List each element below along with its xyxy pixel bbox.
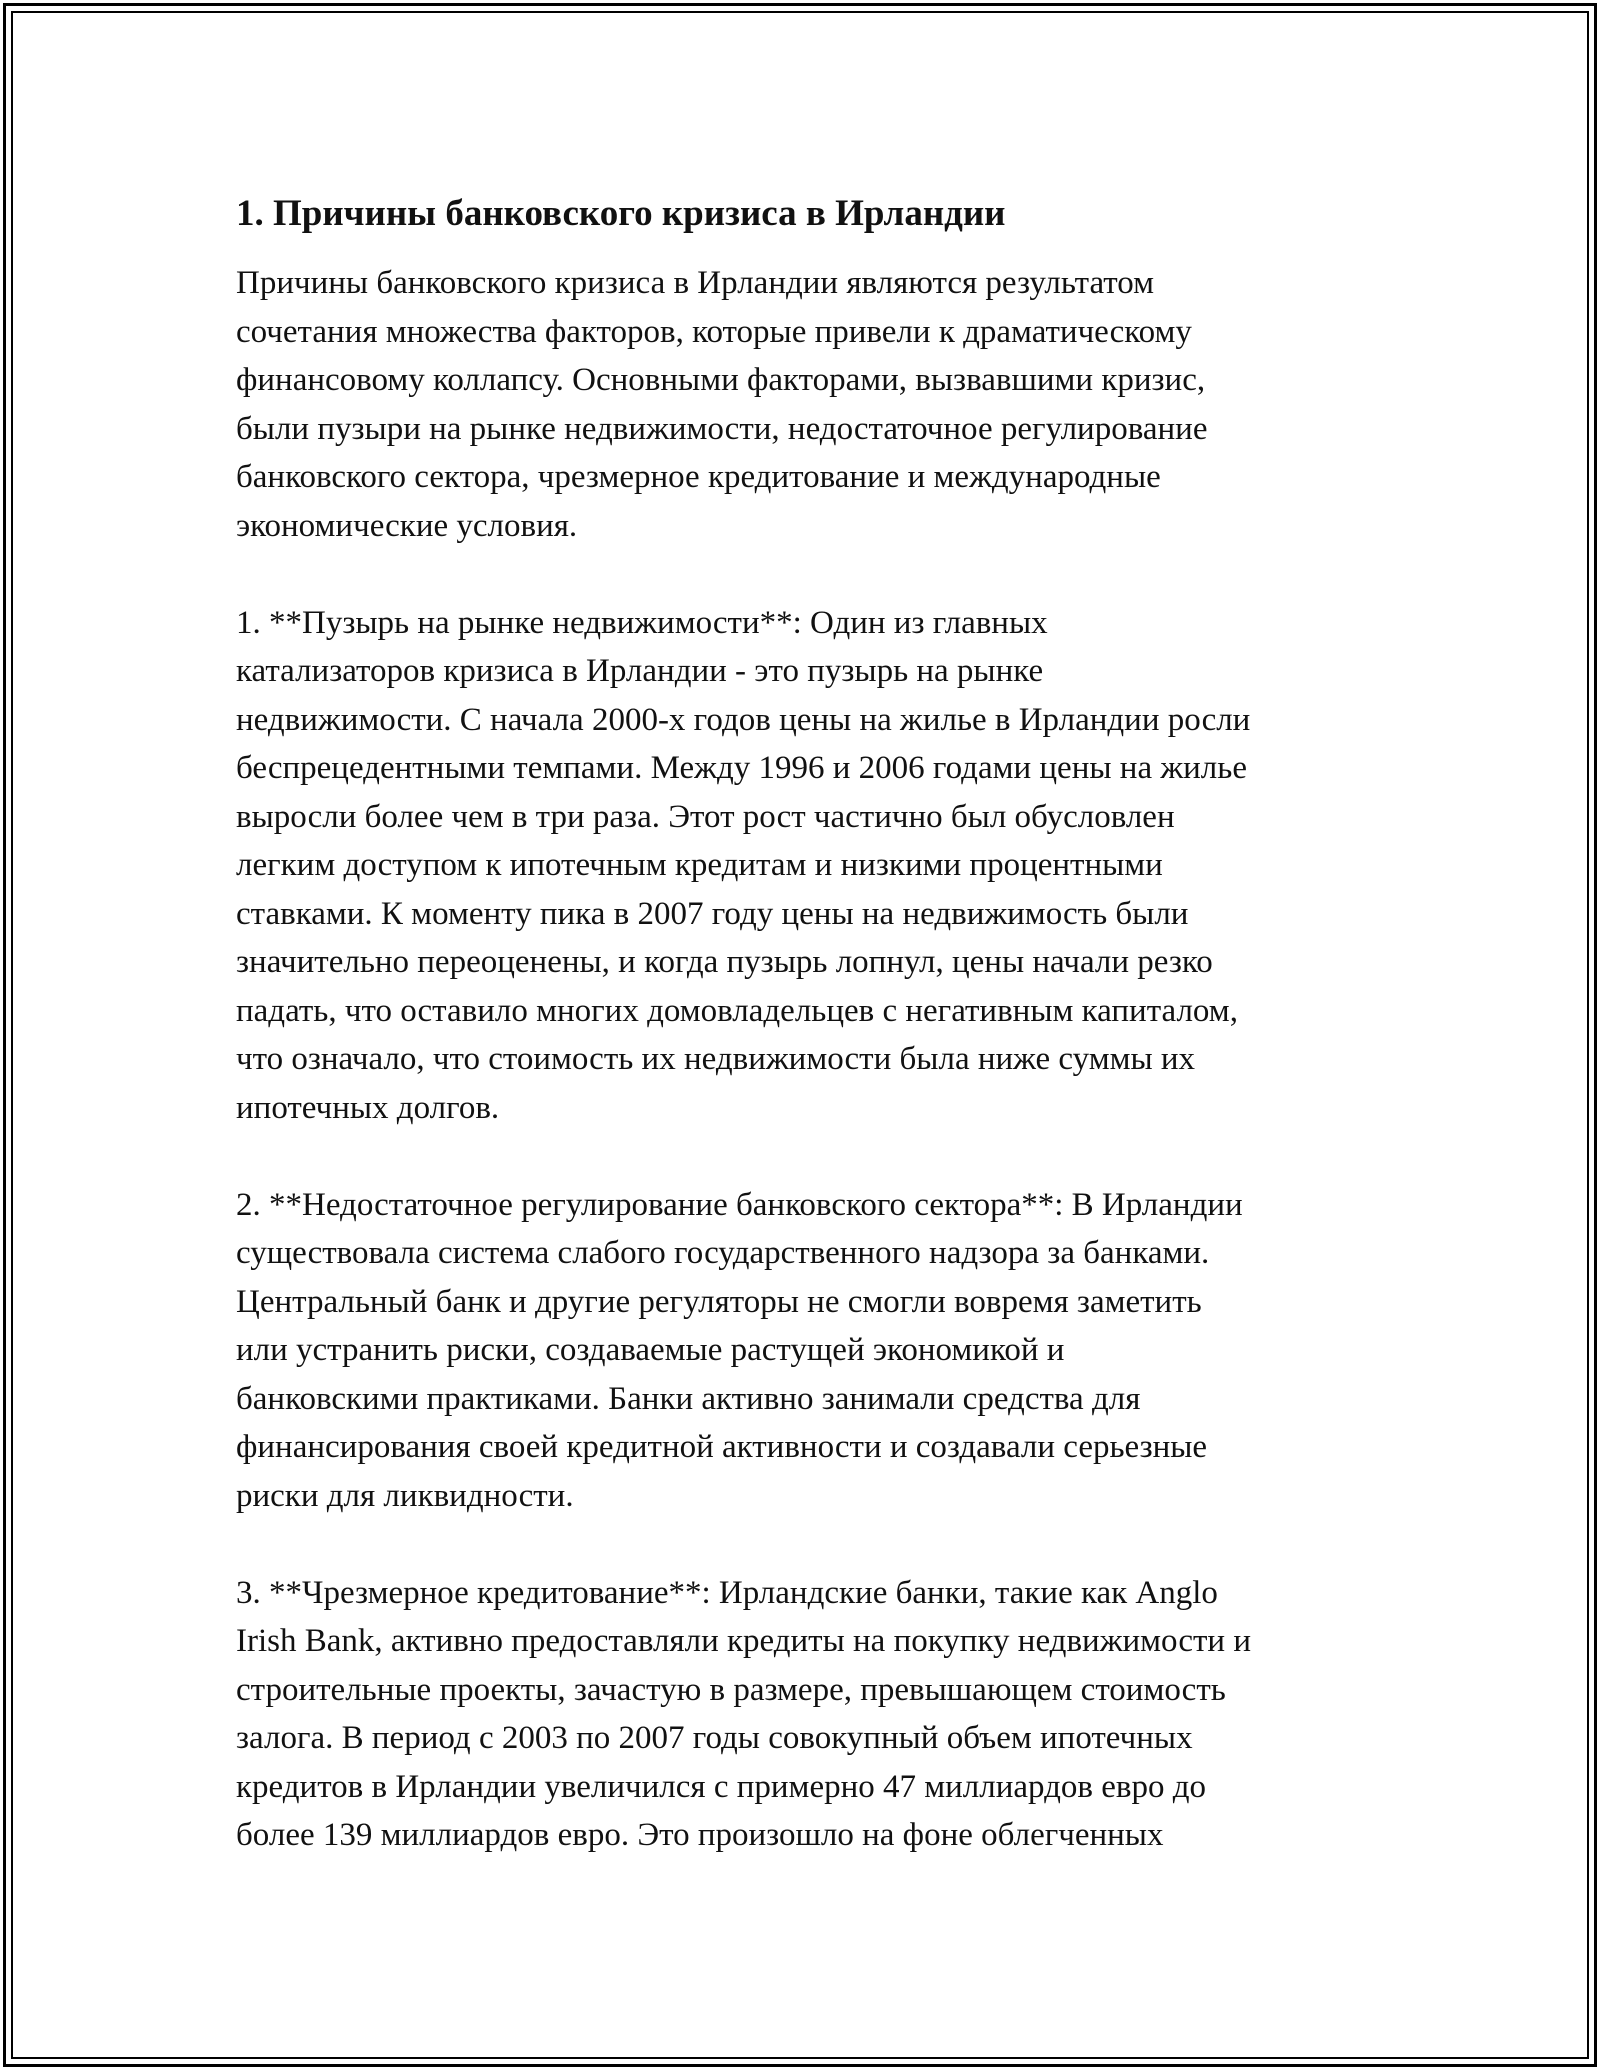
text-line: Irish Bank, активно предоставляли кредиты на покупку недвижимости и [236,1623,1251,1659]
text-line: сочетания множества факторов, которые привели к драматическому [236,313,1192,350]
section-heading: 1. Причины банковского кризиса в Ирландии [236,193,1006,234]
text-line: финансирования своей кредитной активности и создавали серьезные [236,1429,1208,1465]
text-line: или устранить риски, создаваемые растущей экономикой и [236,1332,1065,1368]
point-3-paragraph [236,1569,1386,1860]
text-line: 3. **Чрезмерное кредитование**: Ирландские банки, такие как Anglo [236,1574,1218,1611]
text-line: беспрецедентными темпами. Между 1996 и 2006 годами цены на жилье [236,750,1247,786]
text-line: Центральный банк и другие регуляторы не смогли вовремя заметить [236,1283,1202,1320]
text-line: существовала система слабого государственного надзора за банками. [236,1235,1210,1271]
text-line: 2. **Недостаточное регулирование банковского сектора**: В Ирландии [236,1186,1243,1223]
text-line: кредитов в Ирландии увеличился с примерно 47 миллиардов евро до [236,1768,1206,1805]
text-line: легким доступом к ипотечным кредитам и низкими процентными [236,847,1163,883]
text-line: залога. В период с 2003 по 2007 годы совокупный объем ипотечных [236,1720,1193,1756]
point-1-paragraph [236,599,1386,1133]
text-line: ипотечных долгов. [236,1089,500,1126]
text-line: финансовому коллапсу. Основными факторами, вызвавшими кризис, [236,362,1206,398]
text-line: ставками. К моменту пика в 2007 году цены на недвижимость были [236,895,1189,932]
text-line: катализаторов кризиса в Ирландии - это пузырь на рынке [236,653,1044,689]
text-line: были пузыри на рынке недвижимости, недостаточное регулирование [236,410,1208,447]
text-line: более 139 миллиардов евро. Это произошло на фоне облегченных [236,1817,1164,1853]
text-line: строительные проекты, зачастую в размере, превышающем стоимость [236,1671,1226,1708]
text-line: экономические условия. [236,507,578,544]
point-2-paragraph [236,1181,1386,1521]
text-line: недвижимости. С начала 2000-х годов цены на жилье в Ирландии росли [236,701,1251,738]
text-line: выросли более чем в три раза. Этот рост частично был обусловлен [236,798,1175,835]
text-line: что означало, что стоимость их недвижимости была ниже суммы их [236,1041,1196,1077]
intro-paragraph [236,259,1386,550]
text-line: банковского сектора, чрезмерное кредитование и международные [236,459,1161,495]
text-line: значительно переоценены, и когда пузырь лопнул, цены начали резко [236,944,1213,980]
text-line: падать, что оставило многих домовладельцев с негативным капиталом, [236,992,1238,1029]
text-line: банковскими практиками. Банки активно занимали средства для [236,1380,1141,1417]
document-body [236,190,1386,1908]
text-line: 1. **Пузырь на рынке недвижимости**: Один из главных [236,604,1048,641]
text-line: риски для ликвидности. [236,1477,574,1514]
text-line: Причины банковского кризиса в Ирландии являются результатом [236,265,1154,301]
